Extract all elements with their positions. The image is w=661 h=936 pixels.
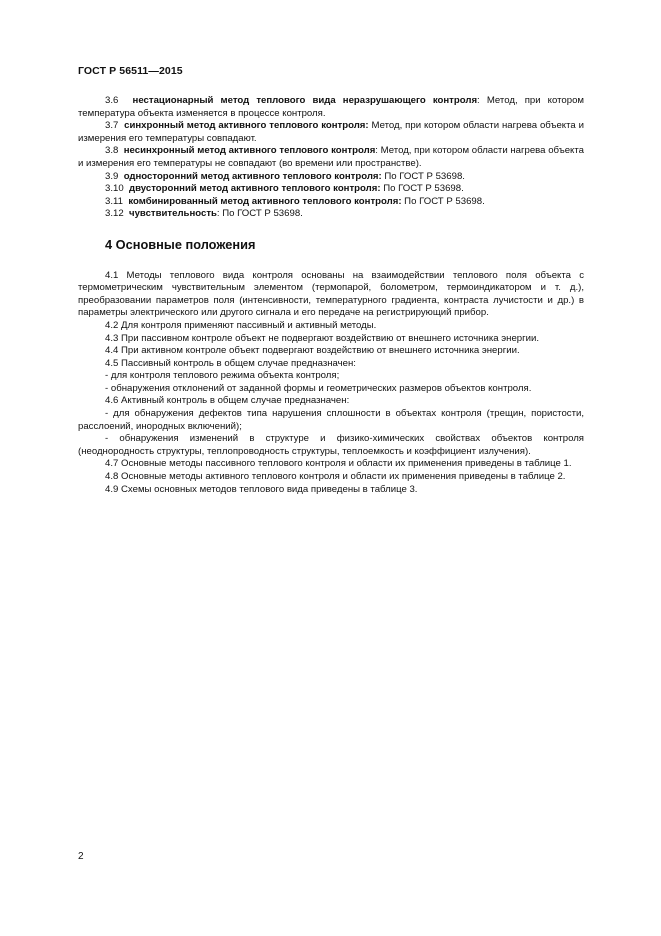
paragraph-4-1: 4.1 Методы теплового вида контроля основаны на взаимодействии теплового поля объекта с термометрическим чувствительным элементом (термопарой, болометром, термоиндикатором и т. д.), преобразовании параметров поля (интенсивности, температурного градиента, контраста лучистости и др.) в параметры электрического или другого сигнала и его передаче на регистрирующий прибор. [78, 269, 584, 319]
paragraph-4-3: 4.3 При пассивном контроле объект не подвергают воздействию от внешнего источника энергии. [105, 332, 539, 344]
definition-3-9: 3.9 односторонний метод активного теплового контроля: По ГОСТ Р 53698. [105, 170, 465, 182]
definition-term: синхронный метод активного теплового контроля: [124, 120, 369, 132]
list-item: - для обнаружения дефектов типа нарушения сплошности в объектах контроля (трещин, пористости, расслоений, инородных включений); [78, 408, 584, 432]
paragraph-4-2: 4.2 Для контроля применяют пассивный и активный методы. [105, 319, 377, 331]
definition-term: несинхронный метод активного теплового контроля [123, 145, 376, 157]
definition-text: По ГОСТ Р 53698. [381, 170, 465, 182]
document-header: ГОСТ Р 56511—2015 [78, 65, 183, 77]
paragraph-4-4: 4.4 При активном контроле объект подвергают воздействию от внешнего источника энергии. [105, 345, 520, 357]
page-content [78, 95, 584, 496]
definition-3-11: 3.11 комбинированный метод активного теплового контроля: По ГОСТ Р 53698. [105, 195, 485, 207]
definition-term: двусторонний метод активного теплового контроля: [129, 183, 381, 195]
definition-3-7: 3.7 синхронный метод активного теплового контроля: Метод, при котором области нагрева объекта и измерения его температуры совпадают. [78, 120, 584, 144]
page-number: 2 [78, 851, 84, 862]
list-item: - обнаружения отклонений от заданной формы и геометрических размеров объектов контроля. [105, 382, 532, 394]
definition-term: комбинированный метод активного теплового контроля: [128, 195, 402, 207]
list-item: - для контроля теплового режима объекта контроля; [105, 370, 340, 382]
definition-term: односторонний метод активного теплового контроля: [123, 170, 382, 182]
definition-term: чувствительность [129, 208, 217, 220]
paragraph-4-5: 4.5 Пассивный контроль в общем случае предназначен: [105, 357, 356, 369]
definition-text: По ГОСТ Р 53698. [401, 195, 485, 207]
definition-3-8: 3.8 несинхронный метод активного теплового контроля: Метод, при котором области нагрева объекта и измерения его температуры не совпадают (во времени или пространстве). [78, 145, 584, 169]
definition-3-6: 3.6 нестационарный метод теплового вида неразрушающего контроля: Метод, при котором температура объекта изменяется в процессе контроля. [78, 95, 585, 119]
definition-term: нестационарный метод теплового вида неразрушающего контроля [132, 95, 478, 106]
definition-text: Метод, при котором области нагрева объекта и измерения его температуры не совпадают (во времени или пространстве). [78, 145, 584, 169]
definition-text: По ГОСТ Р 53698. [219, 208, 303, 220]
definition-text: По ГОСТ Р 53698. [380, 183, 464, 195]
paragraph-4-7: 4.7 Основные методы пассивного теплового контроля и области их применения приведены в таблице 1. [105, 458, 572, 470]
paragraph-4-6: 4.6 Активный контроль в общем случае предназначен: [105, 395, 350, 407]
paragraph-4-8: 4.8 Основные методы активного теплового контроля и области их применения приведены в таблице 2. [105, 471, 566, 483]
section-4-heading: 4 Основные положения [105, 236, 256, 252]
definition-3-10: 3.10 двусторонний метод активного теплового контроля: По ГОСТ Р 53698. [105, 183, 464, 195]
paragraph-4-9: 4.9 Схемы основных методов теплового вида приведены в таблице 3. [105, 483, 418, 495]
list-item: - обнаружения изменений в структуре и физико-химических свойствах объектов контроля (неоднородность структуры, теплопроводность структуры, теплоемкость и коэффициент излучения). [78, 433, 584, 457]
definition-text: Метод, при котором области нагрева объекта и измерения его температуры совпадают. [78, 120, 584, 144]
definition-3-12: 3.12 чувствительность: По ГОСТ Р 53698. [105, 208, 303, 220]
definition-text: Метод, при котором температура объекта изменяется в процессе контроля. [78, 95, 585, 119]
